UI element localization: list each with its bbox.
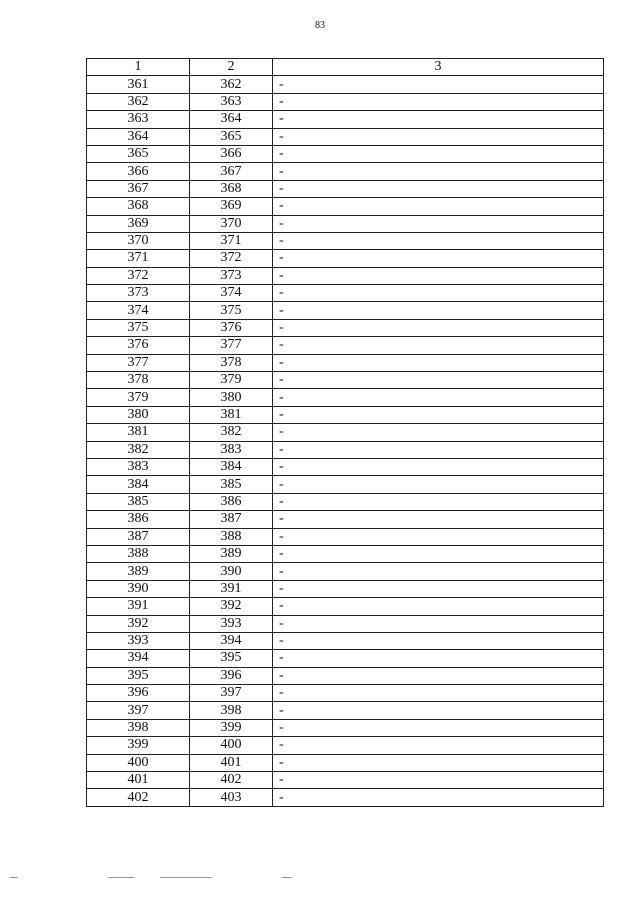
table-cell-col-2: 388: [190, 528, 273, 545]
table-cell-col-2: 389: [190, 545, 273, 562]
table-cell-col-2: 400: [190, 737, 273, 754]
table-cell-col-1: 383: [87, 458, 190, 475]
table-cell-col-3: -: [273, 667, 604, 684]
table-row: [87, 302, 604, 319]
table-cell-col-3: -: [273, 337, 604, 354]
table-cell-col-1: 361: [87, 76, 190, 93]
table-cell-col-3: -: [273, 76, 604, 93]
table-cell-col-2: 380: [190, 389, 273, 406]
table-cell-col-2: 383: [190, 441, 273, 458]
table-row: [87, 285, 604, 302]
table-cell-col-1: 368: [87, 198, 190, 215]
table-cell-col-3: -: [273, 198, 604, 215]
table-cell-col-3: -: [273, 493, 604, 510]
table-cell-col-3: -: [273, 354, 604, 371]
table-cell-col-1: 363: [87, 111, 190, 128]
table-row: [87, 493, 604, 510]
table-cell-col-3: -: [273, 772, 604, 789]
table-cell-col-2: 390: [190, 563, 273, 580]
table-cell-col-1: 398: [87, 719, 190, 736]
table-cell-col-3: -: [273, 441, 604, 458]
table-cell-col-3: -: [273, 232, 604, 249]
table-cell-col-1: 371: [87, 250, 190, 267]
table-cell-col-2: 366: [190, 145, 273, 162]
table-cell-col-2: 391: [190, 580, 273, 597]
table-cell-col-1: 374: [87, 302, 190, 319]
table-cell-col-1: 362: [87, 93, 190, 110]
column-header-3: 3: [273, 59, 604, 76]
table-cell-col-1: 391: [87, 598, 190, 615]
table-cell-col-3: -: [273, 719, 604, 736]
table-cell-col-1: 366: [87, 163, 190, 180]
table-row: [87, 232, 604, 249]
table-row: [87, 580, 604, 597]
table-cell-col-1: 389: [87, 563, 190, 580]
table-row: [87, 389, 604, 406]
table-row: [87, 128, 604, 145]
table-row: [87, 667, 604, 684]
table-cell-col-3: -: [273, 476, 604, 493]
table-row: [87, 702, 604, 719]
table-cell-col-3: -: [273, 302, 604, 319]
table-row: [87, 511, 604, 528]
table-cell-col-3: -: [273, 267, 604, 284]
table-row: [87, 215, 604, 232]
table-cell-col-1: 399: [87, 737, 190, 754]
data-table-container: [86, 58, 604, 807]
table-row: [87, 650, 604, 667]
table-cell-col-2: 371: [190, 232, 273, 249]
table-cell-col-1: 387: [87, 528, 190, 545]
table-row: [87, 111, 604, 128]
table-cell-col-2: 369: [190, 198, 273, 215]
table-cell-col-1: 397: [87, 702, 190, 719]
table-cell-col-2: 376: [190, 319, 273, 336]
scan-mark: [282, 877, 292, 878]
table-cell-col-3: -: [273, 458, 604, 475]
table-cell-col-1: 382: [87, 441, 190, 458]
table-cell-col-3: -: [273, 580, 604, 597]
table-cell-col-1: 376: [87, 337, 190, 354]
table-cell-col-3: -: [273, 789, 604, 806]
table-cell-col-1: 402: [87, 789, 190, 806]
table-row: [87, 458, 604, 475]
table-cell-col-3: -: [273, 737, 604, 754]
table-row: [87, 145, 604, 162]
table-cell-col-3: -: [273, 615, 604, 632]
scan-mark: [10, 877, 18, 878]
table-cell-col-3: -: [273, 632, 604, 649]
table-cell-col-1: 401: [87, 772, 190, 789]
table-cell-col-3: -: [273, 128, 604, 145]
table-cell-col-1: 378: [87, 372, 190, 389]
table-cell-col-1: 393: [87, 632, 190, 649]
table-row: [87, 528, 604, 545]
table-row: [87, 615, 604, 632]
table-cell-col-3: -: [273, 702, 604, 719]
table-cell-col-2: 365: [190, 128, 273, 145]
table-cell-col-2: 399: [190, 719, 273, 736]
table-cell-col-2: 363: [190, 93, 273, 110]
table-row: [87, 598, 604, 615]
scan-mark: [108, 877, 134, 878]
table-cell-col-2: 367: [190, 163, 273, 180]
table-row: [87, 76, 604, 93]
table-cell-col-1: 392: [87, 615, 190, 632]
table-cell-col-1: 390: [87, 580, 190, 597]
table-row: [87, 441, 604, 458]
table-cell-col-1: 377: [87, 354, 190, 371]
table-row: [87, 406, 604, 423]
table-row: [87, 754, 604, 771]
table-row: [87, 250, 604, 267]
table-row: [87, 772, 604, 789]
table-row: [87, 354, 604, 371]
table-cell-col-1: 367: [87, 180, 190, 197]
table-cell-col-1: 364: [87, 128, 190, 145]
table-cell-col-2: 392: [190, 598, 273, 615]
table-row: [87, 337, 604, 354]
table-row: [87, 319, 604, 336]
table-cell-col-3: -: [273, 389, 604, 406]
table-cell-col-2: 368: [190, 180, 273, 197]
table-cell-col-1: 395: [87, 667, 190, 684]
table-cell-col-2: 362: [190, 76, 273, 93]
table-cell-col-2: 377: [190, 337, 273, 354]
table-cell-col-2: 372: [190, 250, 273, 267]
table-row: [87, 737, 604, 754]
table-cell-col-3: -: [273, 528, 604, 545]
table-cell-col-1: 385: [87, 493, 190, 510]
table-row: [87, 789, 604, 806]
table-cell-col-1: 394: [87, 650, 190, 667]
table-cell-col-1: 375: [87, 319, 190, 336]
table-cell-col-2: 370: [190, 215, 273, 232]
table-cell-col-2: 393: [190, 615, 273, 632]
table-cell-col-1: 380: [87, 406, 190, 423]
table-row: [87, 685, 604, 702]
table-cell-col-3: -: [273, 372, 604, 389]
table-cell-col-2: 398: [190, 702, 273, 719]
table-cell-col-3: -: [273, 598, 604, 615]
table-cell-col-2: 375: [190, 302, 273, 319]
table-row: [87, 93, 604, 110]
table-cell-col-3: -: [273, 285, 604, 302]
table-cell-col-3: -: [273, 754, 604, 771]
table-row: [87, 424, 604, 441]
table-cell-col-1: 388: [87, 545, 190, 562]
scan-mark: [160, 877, 212, 878]
table-row: [87, 372, 604, 389]
table-cell-col-2: 396: [190, 667, 273, 684]
table-cell-col-3: -: [273, 145, 604, 162]
table-cell-col-1: 400: [87, 754, 190, 771]
table-row: [87, 632, 604, 649]
table-cell-col-2: 387: [190, 511, 273, 528]
table-cell-col-1: 372: [87, 267, 190, 284]
table-cell-col-3: -: [273, 545, 604, 562]
table-row: [87, 163, 604, 180]
table-cell-col-2: 401: [190, 754, 273, 771]
table-cell-col-2: 395: [190, 650, 273, 667]
column-header-2: 2: [190, 59, 273, 76]
table-cell-col-1: 369: [87, 215, 190, 232]
page-number: 83: [315, 20, 325, 31]
table-cell-col-1: 396: [87, 685, 190, 702]
table-row: [87, 719, 604, 736]
table-cell-col-3: -: [273, 406, 604, 423]
table-cell-col-2: 384: [190, 458, 273, 475]
table-cell-col-1: 373: [87, 285, 190, 302]
table-cell-col-3: -: [273, 250, 604, 267]
table-row: [87, 198, 604, 215]
table-cell-col-1: 370: [87, 232, 190, 249]
table-row: [87, 180, 604, 197]
table-cell-col-2: 379: [190, 372, 273, 389]
table-cell-col-1: 384: [87, 476, 190, 493]
table-cell-col-2: 386: [190, 493, 273, 510]
table-cell-col-3: -: [273, 163, 604, 180]
table-cell-col-3: -: [273, 563, 604, 580]
table-cell-col-2: 381: [190, 406, 273, 423]
footer-scan-marks: [0, 877, 640, 881]
table-row: [87, 476, 604, 493]
table-cell-col-3: -: [273, 685, 604, 702]
table-cell-col-2: 374: [190, 285, 273, 302]
table-cell-col-2: 403: [190, 789, 273, 806]
table-header-row: [87, 59, 604, 76]
data-table: [86, 58, 604, 807]
table-cell-col-2: 385: [190, 476, 273, 493]
table-cell-col-2: 382: [190, 424, 273, 441]
table-cell-col-3: -: [273, 180, 604, 197]
column-header-1: 1: [87, 59, 190, 76]
table-body: [87, 76, 604, 806]
table-row: [87, 563, 604, 580]
table-cell-col-2: 397: [190, 685, 273, 702]
table-cell-col-3: -: [273, 319, 604, 336]
table-cell-col-3: -: [273, 111, 604, 128]
table-cell-col-2: 364: [190, 111, 273, 128]
table-cell-col-1: 379: [87, 389, 190, 406]
table-cell-col-2: 373: [190, 267, 273, 284]
table-cell-col-1: 386: [87, 511, 190, 528]
table-cell-col-3: -: [273, 424, 604, 441]
table-cell-col-2: 378: [190, 354, 273, 371]
table-cell-col-2: 402: [190, 772, 273, 789]
table-cell-col-1: 365: [87, 145, 190, 162]
table-cell-col-3: -: [273, 93, 604, 110]
table-cell-col-3: -: [273, 215, 604, 232]
table-row: [87, 267, 604, 284]
table-cell-col-3: -: [273, 650, 604, 667]
table-row: [87, 545, 604, 562]
table-cell-col-3: -: [273, 511, 604, 528]
table-cell-col-1: 381: [87, 424, 190, 441]
table-cell-col-2: 394: [190, 632, 273, 649]
